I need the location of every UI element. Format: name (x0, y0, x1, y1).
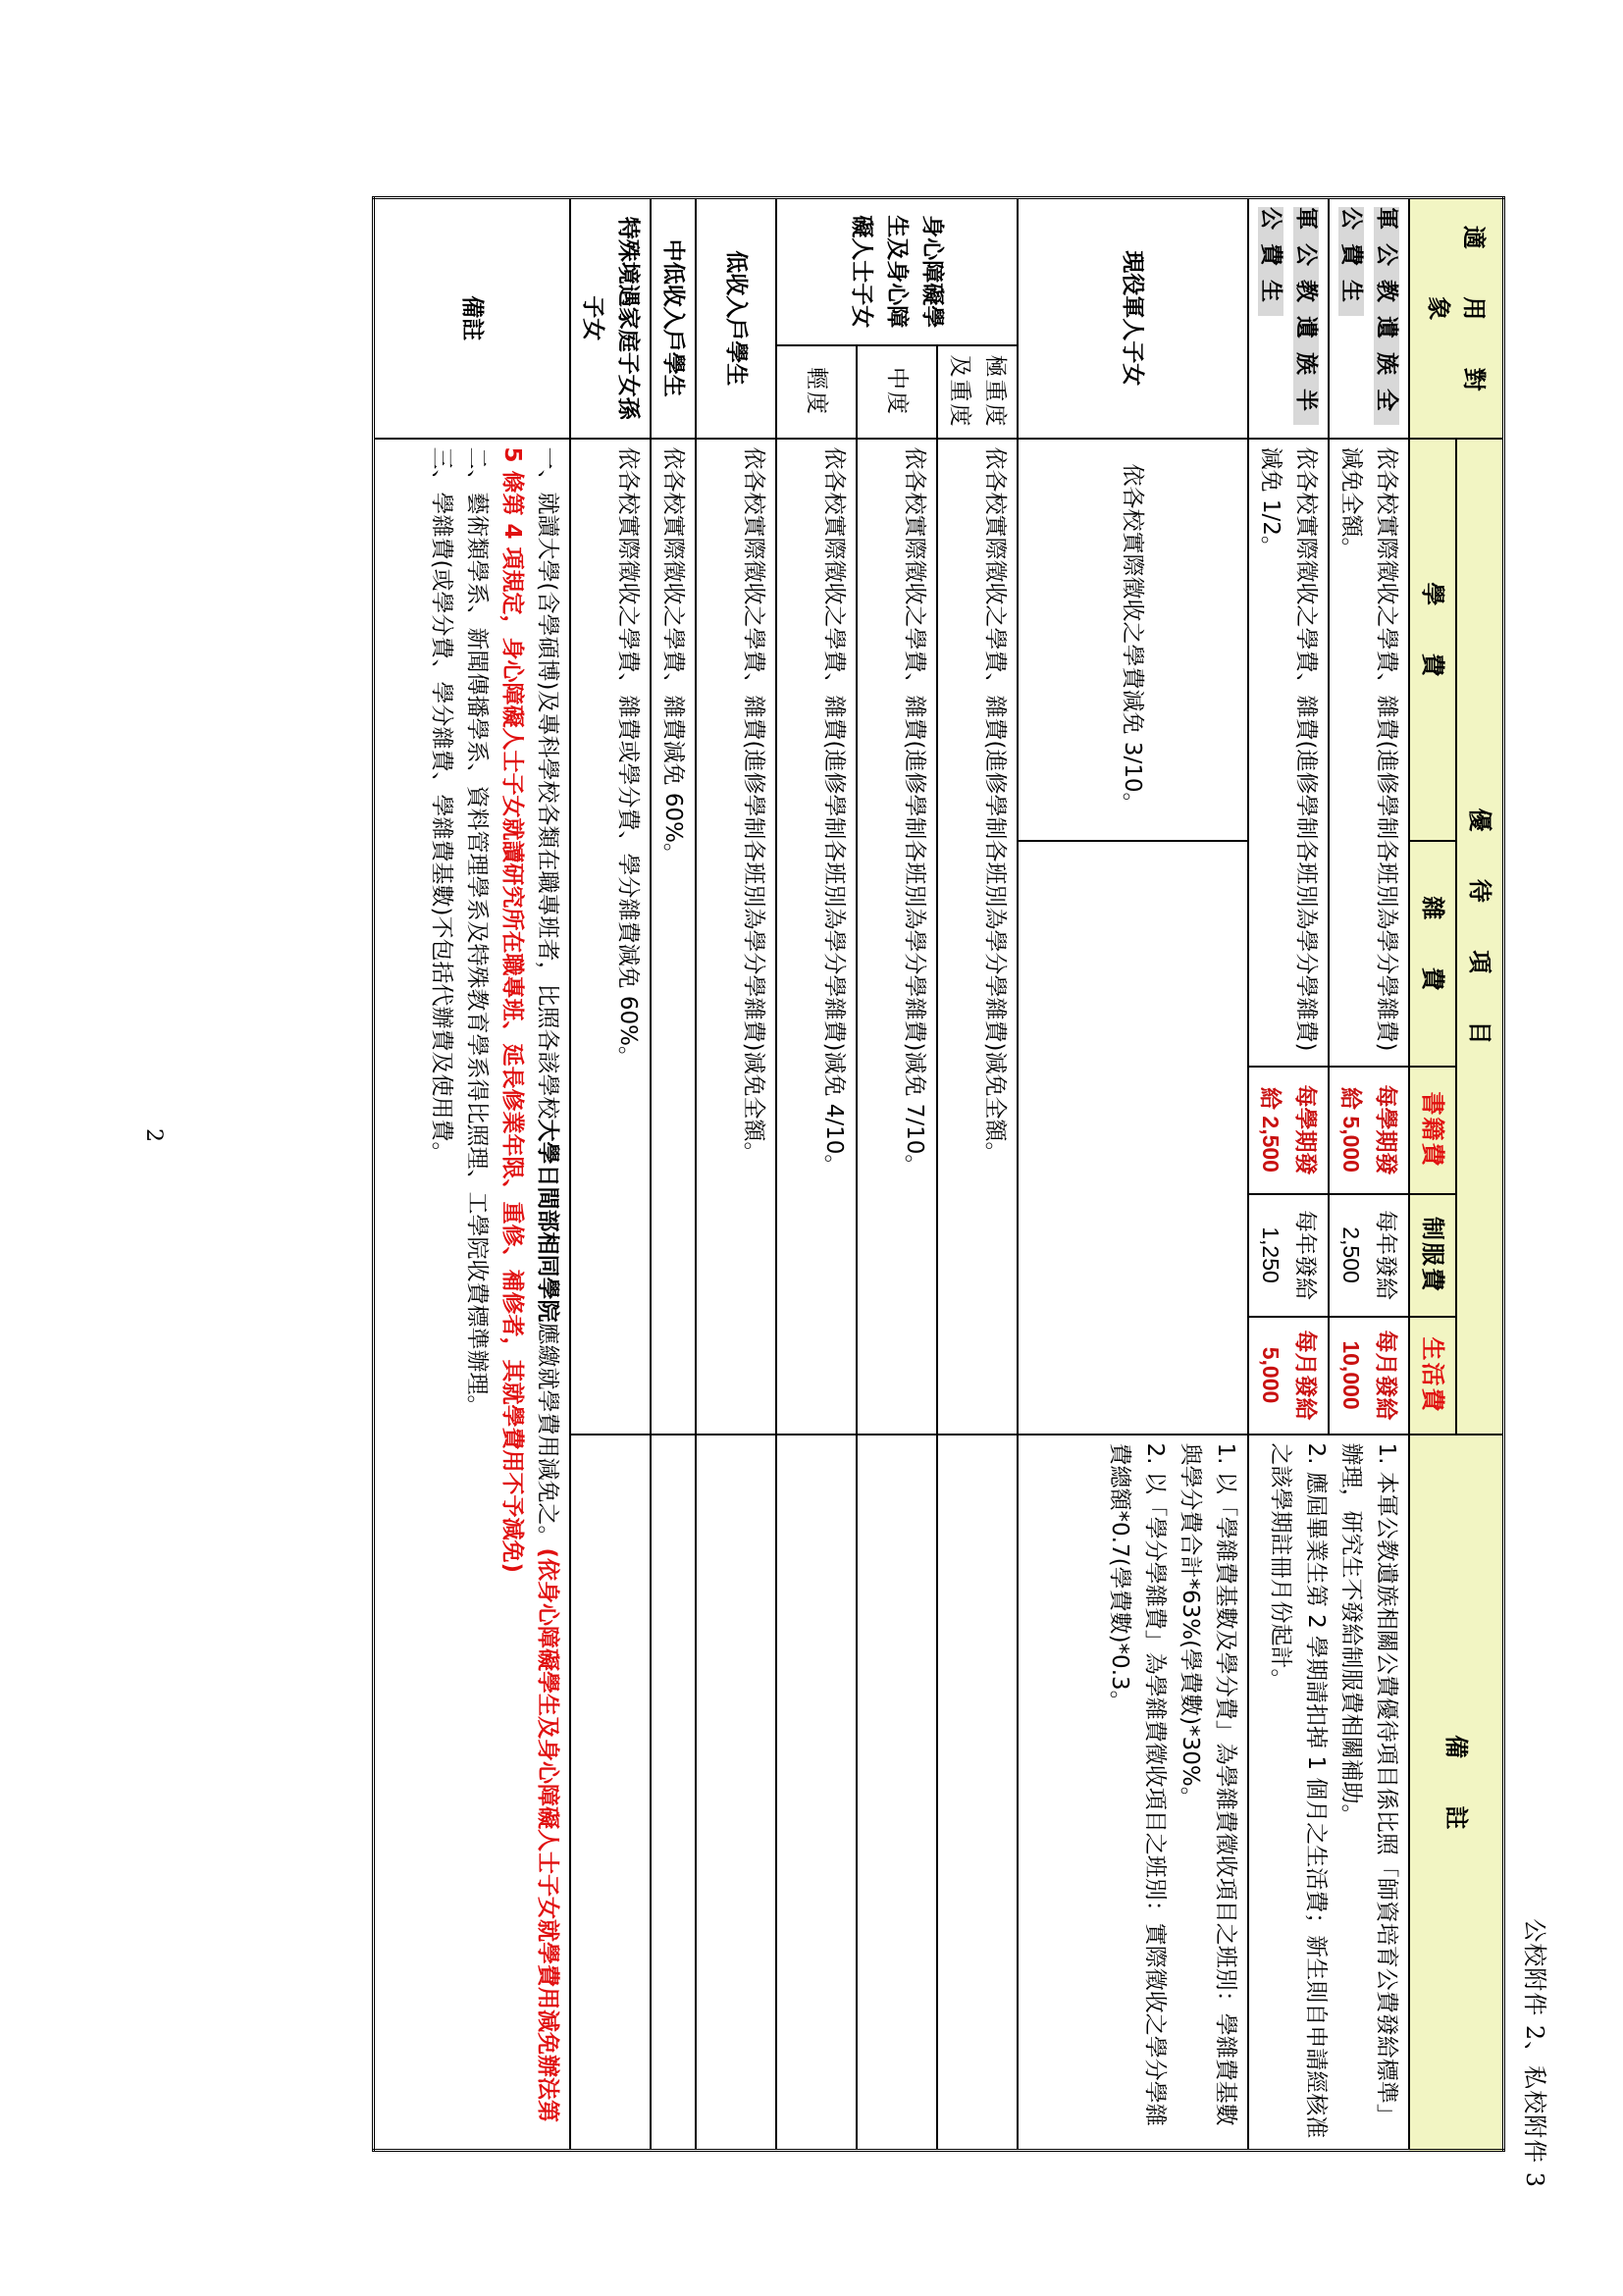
header-remarks: 備 註 (1409, 1435, 1504, 2151)
page-header: 公校附件 2、私校附件 3 (1521, 1918, 1548, 2188)
uniform-half-scholarship: 每年發給 1,250 (1248, 1194, 1329, 1317)
remarks-scholarship (1248, 1435, 1409, 2151)
empty-cell (857, 1435, 937, 2151)
living-full-scholarship: 每月發給 10,000 (1329, 1317, 1409, 1435)
remarks-military-children (1018, 1435, 1248, 2151)
notes-label: 備註 (374, 198, 571, 439)
table-row (1018, 198, 1248, 2151)
benefit-table (372, 196, 1505, 2152)
page-number: 2 (141, 1128, 166, 1142)
empty-cell (696, 1435, 776, 2151)
header-uniform: 制服費 (1409, 1194, 1456, 1317)
note-1: 一、就讀大學(含學碩博)及專科學校各類在職專班者，比照各該學校大學日間部相同學院應繳就學費用減免之。(依身心障礙學生及身心障礙人士子女就學費用減免辦法第 5 條第 4 項規定，身心障礙人士子女就讀研究所在職專班、延長修業年限、重修、補修者，其就學費用不予減免) (499, 446, 560, 2122)
empty-cell (1018, 841, 1248, 1435)
table-row (776, 198, 857, 2151)
empty-cell (570, 1435, 651, 2151)
note-3: 三、學雜費(或學分費、學分雜費、學雜費基數)不包括代辦費及使用費。 (429, 446, 454, 1165)
disabled-severe-text: 依各校實際徵收之學費、雜費(進修學制各班別為學分學雜費)減免全額。 (937, 439, 1018, 1435)
sub-mild: 輕度 (776, 345, 857, 439)
sub-medium: 中度 (857, 345, 937, 439)
table-row (1329, 198, 1409, 2151)
target-disabled: 身心障礙學生及身心障礙人士子女 (776, 198, 1018, 345)
special-family-text: 依各校實際徵收之學費、雜費或學分費、學分雜費減免 60%。 (570, 439, 651, 1435)
table-row (937, 198, 1018, 2151)
target-full-scholarship: 軍公教遺族全公費生 (1329, 198, 1409, 439)
header-misc: 雜 費 (1409, 841, 1456, 1067)
table-row (696, 198, 776, 2151)
empty-cell (776, 1435, 857, 2151)
target-mid-low-income: 中低收入戶學生 (651, 198, 696, 439)
disabled-medium-text: 依各校實際徵收之學費、雜費(進修學制各班別為學分學雜費)減免 7/10。 (857, 439, 937, 1435)
remark-1: 1. 本軍公教遺族相關公費優待項目係比照「師資培育公費發給標準」辦理，研究生不發給制服費相關補助。 (1338, 1442, 1399, 2126)
notes-content (374, 439, 571, 2151)
header-books: 書籍費 (1409, 1067, 1456, 1194)
remark-2: 2. 應屆畢業生第 2 學期請扣掉 1 個月之生活費；新生則自申請經核准之該學期註冊月份起計。 (1268, 1442, 1329, 2139)
empty-cell (937, 1435, 1018, 2151)
remark-1: 1. 以「學雜費基數及學分費」為學雜費徵收項目之班別：學雜費基數與學分費合計*63%(學費數)*30%。 (1178, 1442, 1238, 2126)
uniform-full-scholarship: 每年發給 2,500 (1329, 1194, 1409, 1317)
mid-low-income-text: 依各校實際徵收之學費、雜費減免 60%。 (651, 439, 696, 1435)
tuition-half-scholarship: 依各校實際徵收之學費、雜費(進修學制各班別為學分學雜費)減免 1/2。 (1248, 439, 1329, 1067)
remark-2: 2. 以「學分學雜費」為學雜費徵收項目之班別：實際徵收之學分學雜費總額*0.7(學費數)*0.3。 (1107, 1442, 1168, 2126)
tuition-military-children: 依各校實際徵收之學費減免 3/10。 (1018, 439, 1248, 841)
empty-cell (651, 1435, 696, 2151)
disabled-mild-text: 依各校實際徵收之學費、雜費(進修學制各班別為學分學雜費)減免 4/10。 (776, 439, 857, 1435)
header-tuition: 學 費 (1409, 439, 1456, 841)
table-row (651, 198, 696, 2151)
target-military-children: 現役軍人子女 (1018, 198, 1248, 439)
table-row (570, 198, 651, 2151)
header-target: 適 用 對 象 (1409, 198, 1504, 439)
note-2: 二、藝術類學系、新聞傳播學系、資料管理學系及特殊教育學系得比照理、工學院收費標準辦理。 (464, 446, 490, 1418)
target-half-scholarship: 軍公教遺族半公費生 (1248, 198, 1329, 439)
sub-severe: 極重度及重度 (937, 345, 1018, 439)
tuition-full-scholarship: 依各校實際徵收之學費、雜費(進修學制各班別為學分學雜費)減免全額。 (1329, 439, 1409, 1067)
table-row (857, 198, 937, 2151)
books-full-scholarship: 每學期發給 5,000 (1329, 1067, 1409, 1194)
books-half-scholarship: 每學期發給 2,500 (1248, 1067, 1329, 1194)
target-special-family: 特殊境遇家庭子女孫子女 (570, 198, 651, 439)
header-benefit: 優 待 項 目 (1456, 439, 1504, 1435)
target-low-income: 低收入戶學生 (696, 198, 776, 439)
living-half-scholarship: 每月發給 5,000 (1248, 1317, 1329, 1435)
table-row (374, 198, 571, 2151)
header-living: 生活費 (1409, 1317, 1456, 1435)
low-income-text: 依各校實際徵收之學費、雜費(進修學制各班別為學分學雜費)減免全額。 (696, 439, 776, 1435)
